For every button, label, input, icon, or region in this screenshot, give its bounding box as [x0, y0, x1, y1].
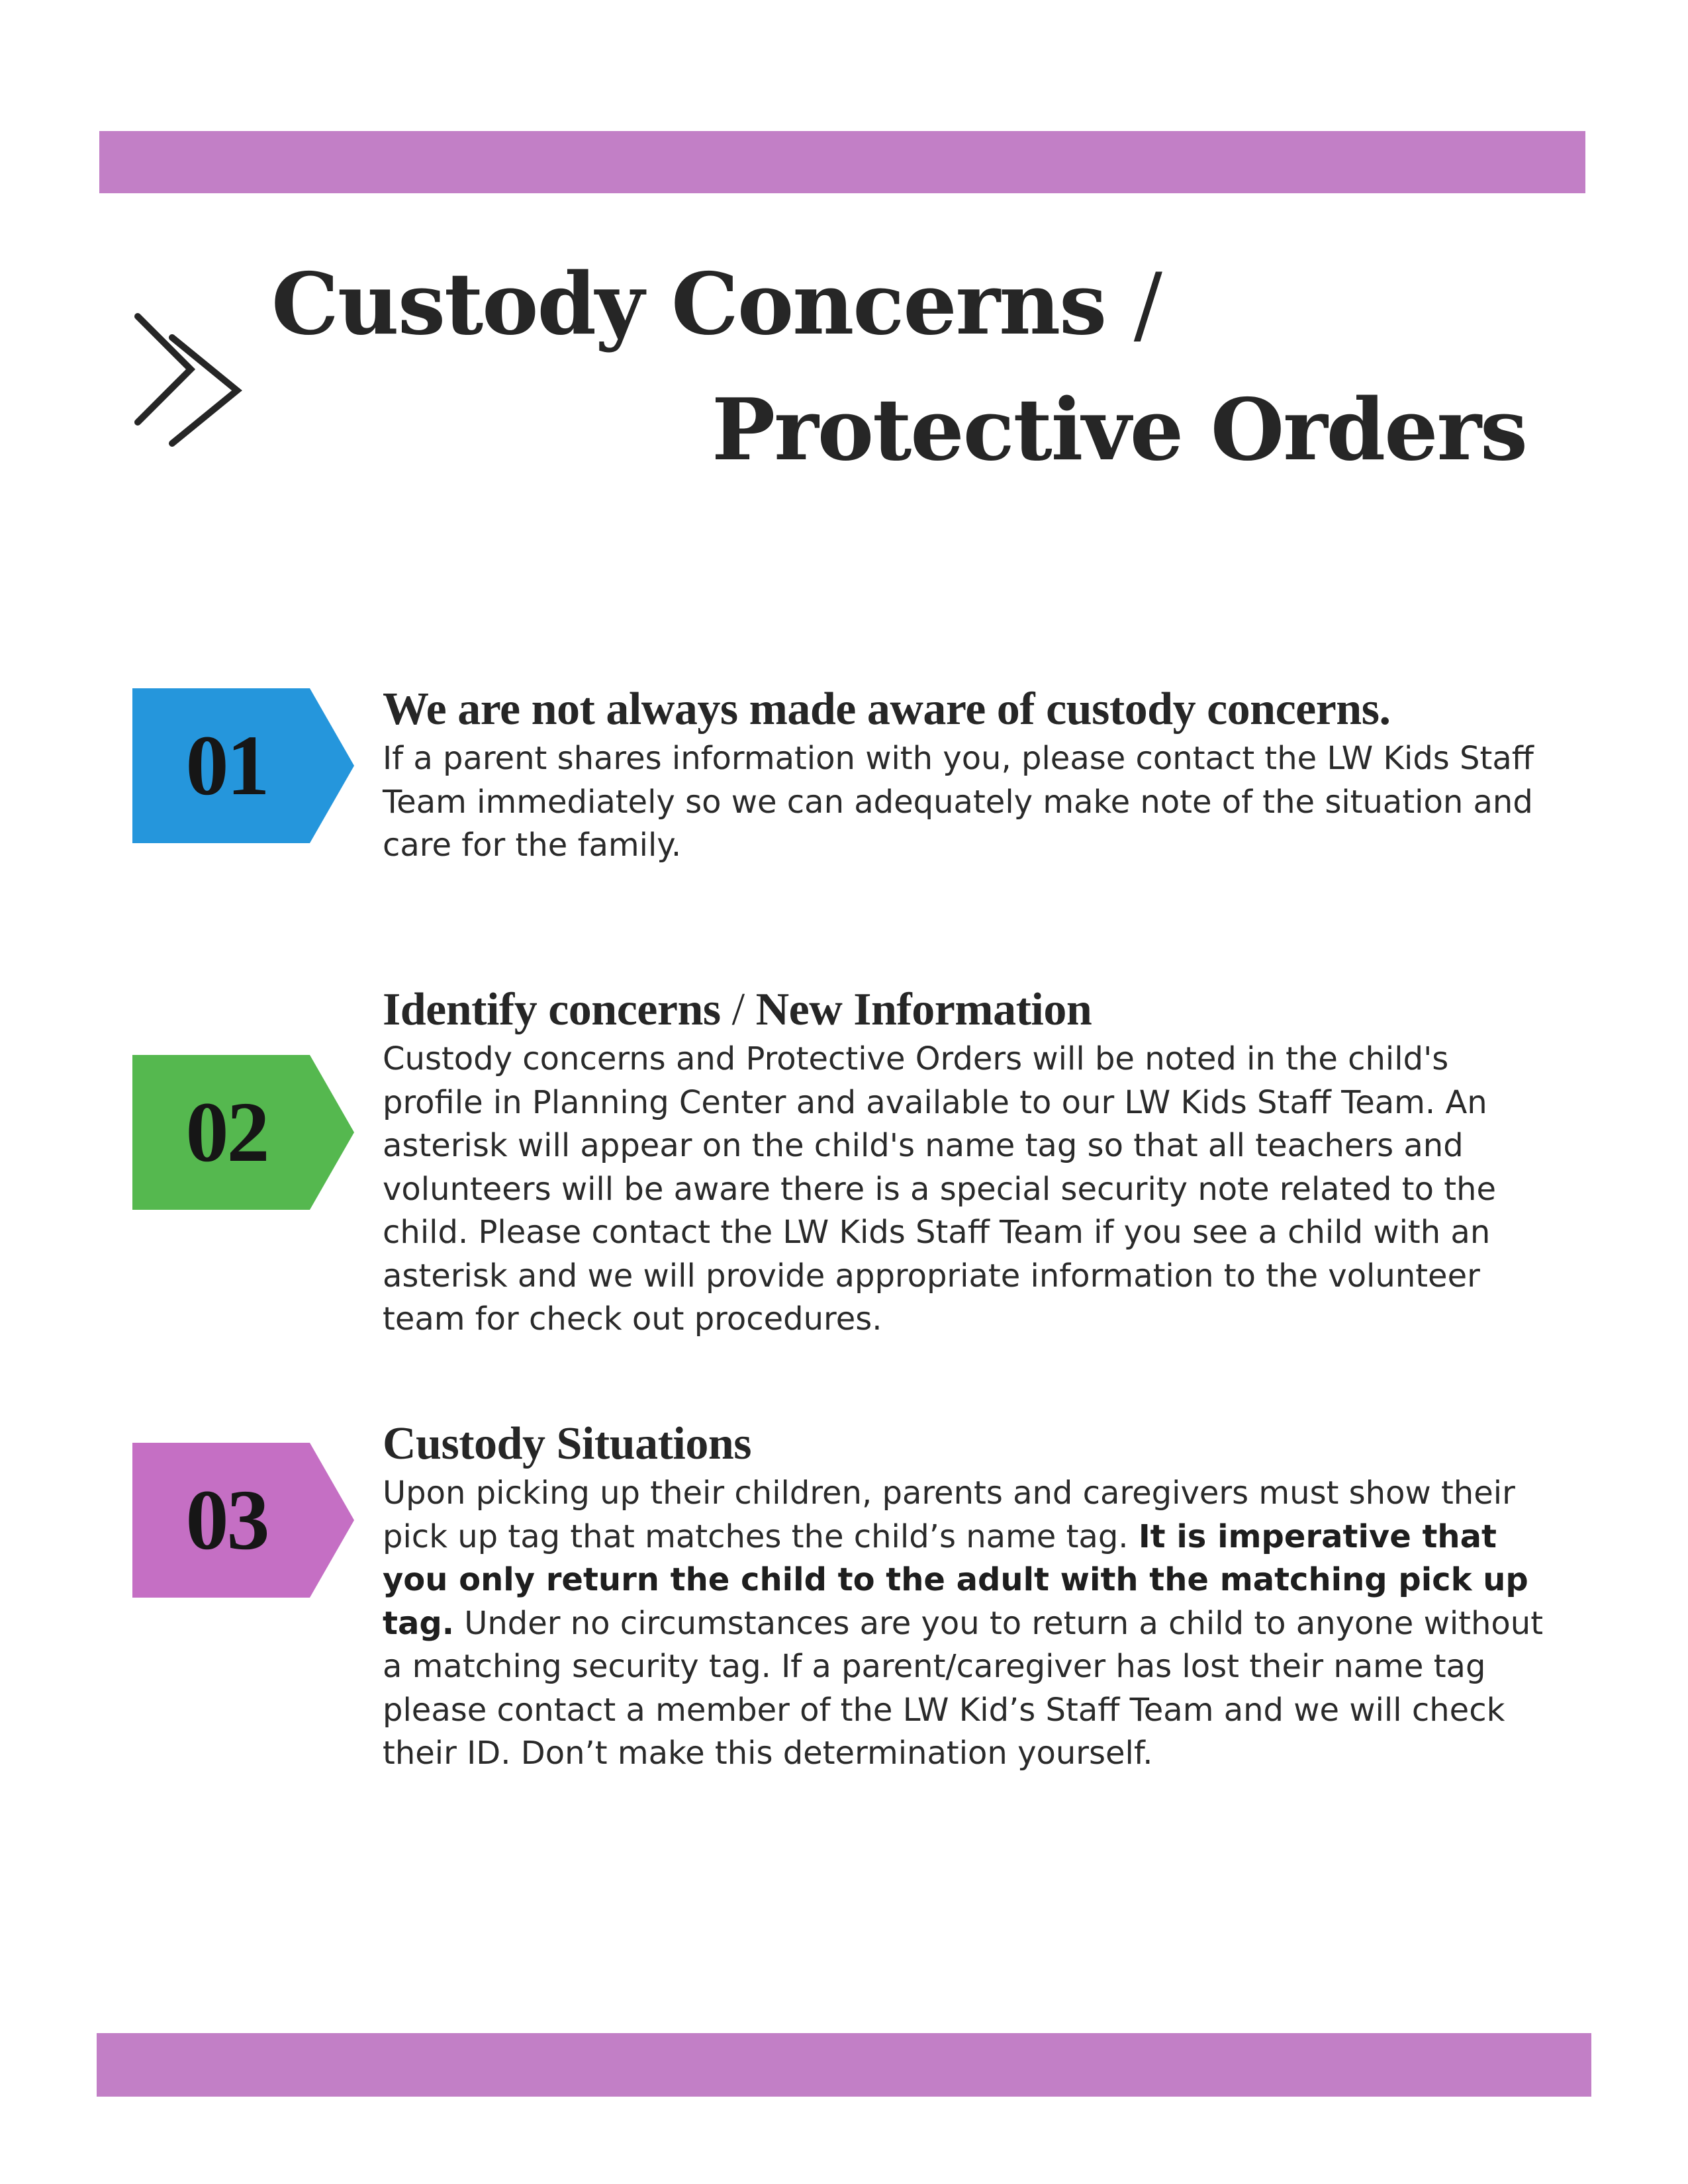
body-text: Under no circumstances are you to return a child to anyone without a matching security tag. If a parent/caregiver has lost their name tag please contact a member of the LW Kid’s Staff Team and we will check their ID. Don’t make this determination yourself.: [383, 1604, 1544, 1772]
heading-part-2: New Information: [755, 984, 1092, 1035]
step-number: 01: [185, 718, 268, 813]
section-identify-concerns: [383, 983, 1548, 1342]
step-badge-01: [132, 688, 357, 843]
heading-slash: /: [731, 984, 745, 1035]
step-number: 02: [185, 1085, 268, 1180]
body-emphasis: It is imperative that you only return the child to the adult with the matching pick up tag.: [383, 1518, 1528, 1642]
section-heading: [383, 983, 1548, 1036]
page-title-line-1: [271, 255, 1161, 354]
section-body: [383, 1472, 1548, 1776]
section-heading: We are not always made aware of custody concerns.: [383, 684, 1391, 735]
top-decorative-band: [99, 131, 1585, 193]
double-chevron-right-icon: [126, 298, 258, 457]
section-custody-awareness: [383, 683, 1548, 868]
heading-part-1: Identify concerns: [383, 984, 721, 1035]
step-badge-03: [132, 1443, 357, 1598]
section-custody-situations: [383, 1418, 1548, 1776]
body-text: Upon picking up their children, parents and caregivers must show their pick up tag that matches the child’s name tag.: [383, 1475, 1515, 1555]
page-title-line-2: Protective Orders: [712, 381, 1527, 480]
step-badge-02: [132, 1055, 357, 1210]
section-body: Custody concerns and Protective Orders will be noted in the child's profile in Planning Center and available to our LW Kids Staff Team. An asterisk will appear on the child's name tag so that all teachers and volunteers will be aware there is a special security note related to the child. Please contact the LW Kids Staff Team if you see a child with an asterisk and we will provide appropriate information to the volunteer team for check out procedures.: [383, 1040, 1496, 1338]
title-text: Custody Concerns: [271, 255, 1106, 354]
bottom-decorative-band: [97, 2033, 1591, 2097]
section-heading: Custody Situations: [383, 1418, 752, 1469]
section-body: If a parent shares information with you, please contact the LW Kids Staff Team immediately so we can adequately make note of the situation and care for the family.: [383, 740, 1534, 864]
title-slash: /: [1133, 255, 1161, 354]
step-number: 03: [185, 1473, 268, 1568]
